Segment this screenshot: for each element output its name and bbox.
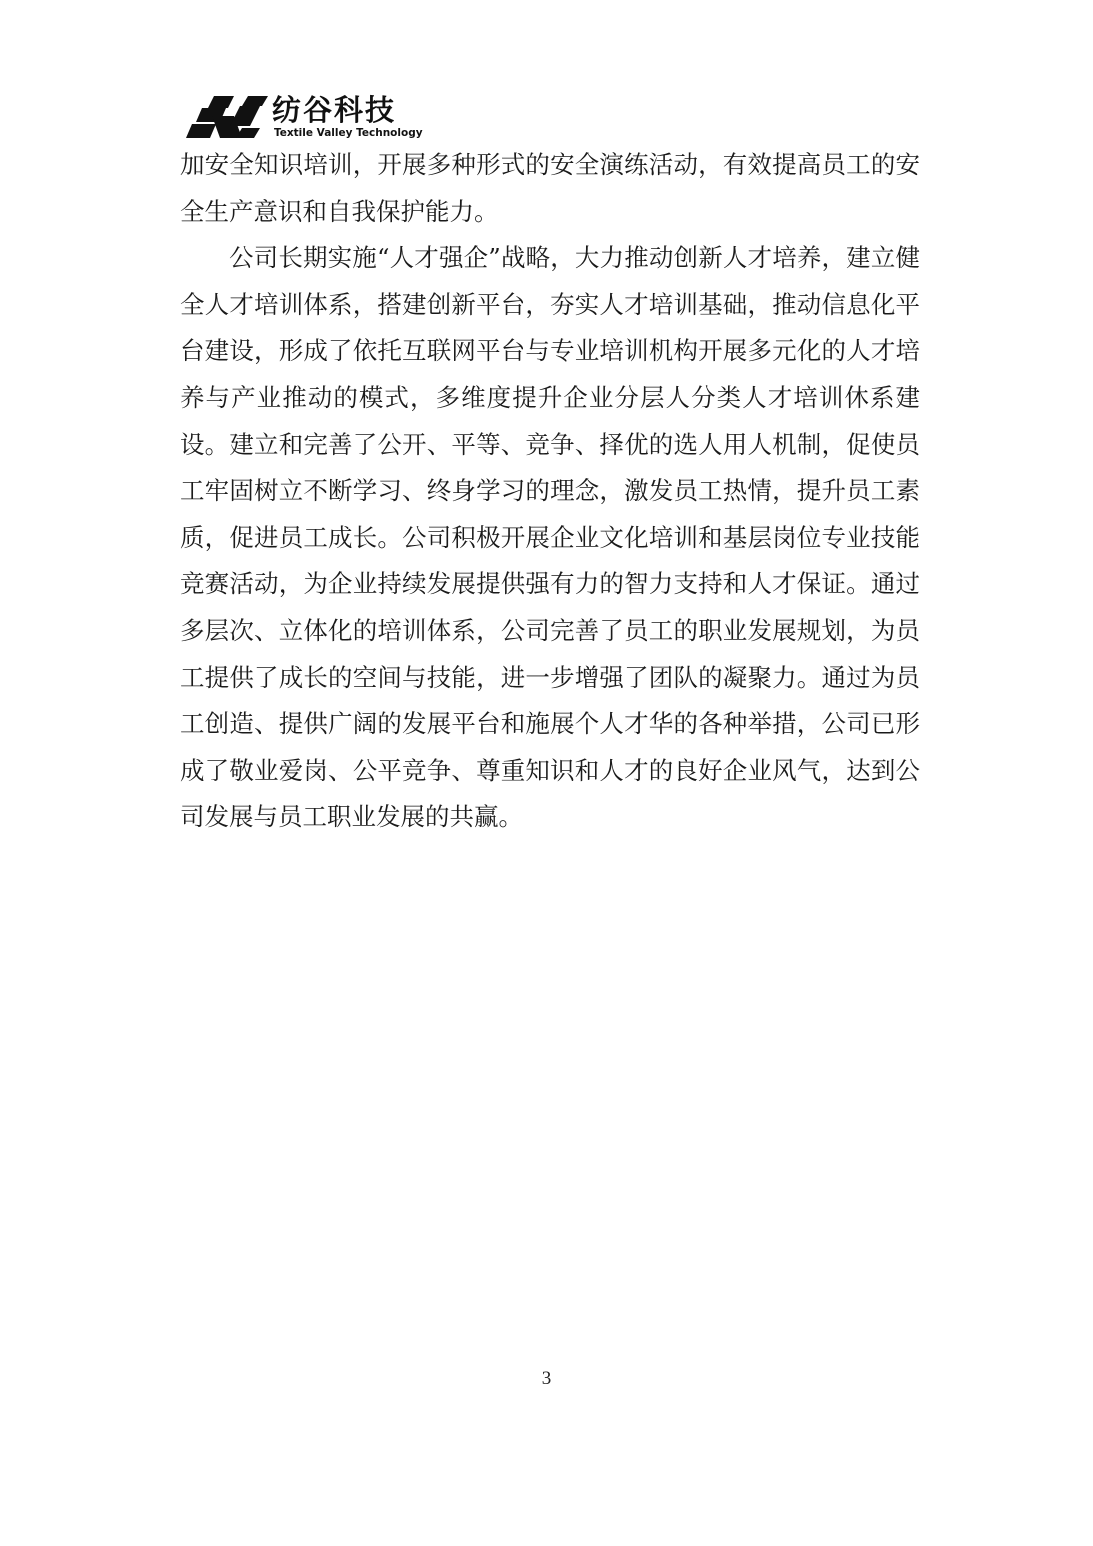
company-logo-name-en: Textile Valley Technology (274, 127, 423, 139)
page-header (184, 92, 464, 144)
paragraph-continuation: 加安全知识培训，开展多种形式的安全演练活动，有效提高员工的安全生产意识和自我保护能力。 (180, 150, 920, 226)
page-number: 3 (541, 1368, 552, 1389)
paragraph-talent-strategy: 公司长期实施“人才强企”战略，大力推动创新人才培养，建立健全人才培训体系，搭建创新平台，夯实人才培训基础，推动信息化平台建设，形成了依托互联网平台与专业培训机构开展多元化的人才培养与产业推动的模式，多维度提升企业分层人分类人才培训休系建设。建立和完善了公开、平等、竞争、择优的选人用人机制，促使员工牢固树立不断学习、终身学习的理念，激发员工热情，提升员工素质，促进员工成长。公司积极开展企业文化培训和基层岗位专业技能竞赛活动，为企业持续发展提供强有力的智力支持和人才保证。通过多层次、立体化的培训体系，公司完善了员工的职业发展规划，为员工提供了成长的空间与技能，进一步增强了团队的凝聚力。通过为员工创造、提供广阔的发展平台和施展个人才华的各种举措，公司已形成了敬业爱岗、公平竞争、尊重知识和人才的良好企业风气，达到公司发展与员工职业发展的共赢。 (180, 243, 920, 832)
document-body (180, 142, 920, 841)
textile-valley-logo-icon (184, 96, 272, 140)
company-logo-name-cn: 纺谷科技 (272, 93, 397, 127)
